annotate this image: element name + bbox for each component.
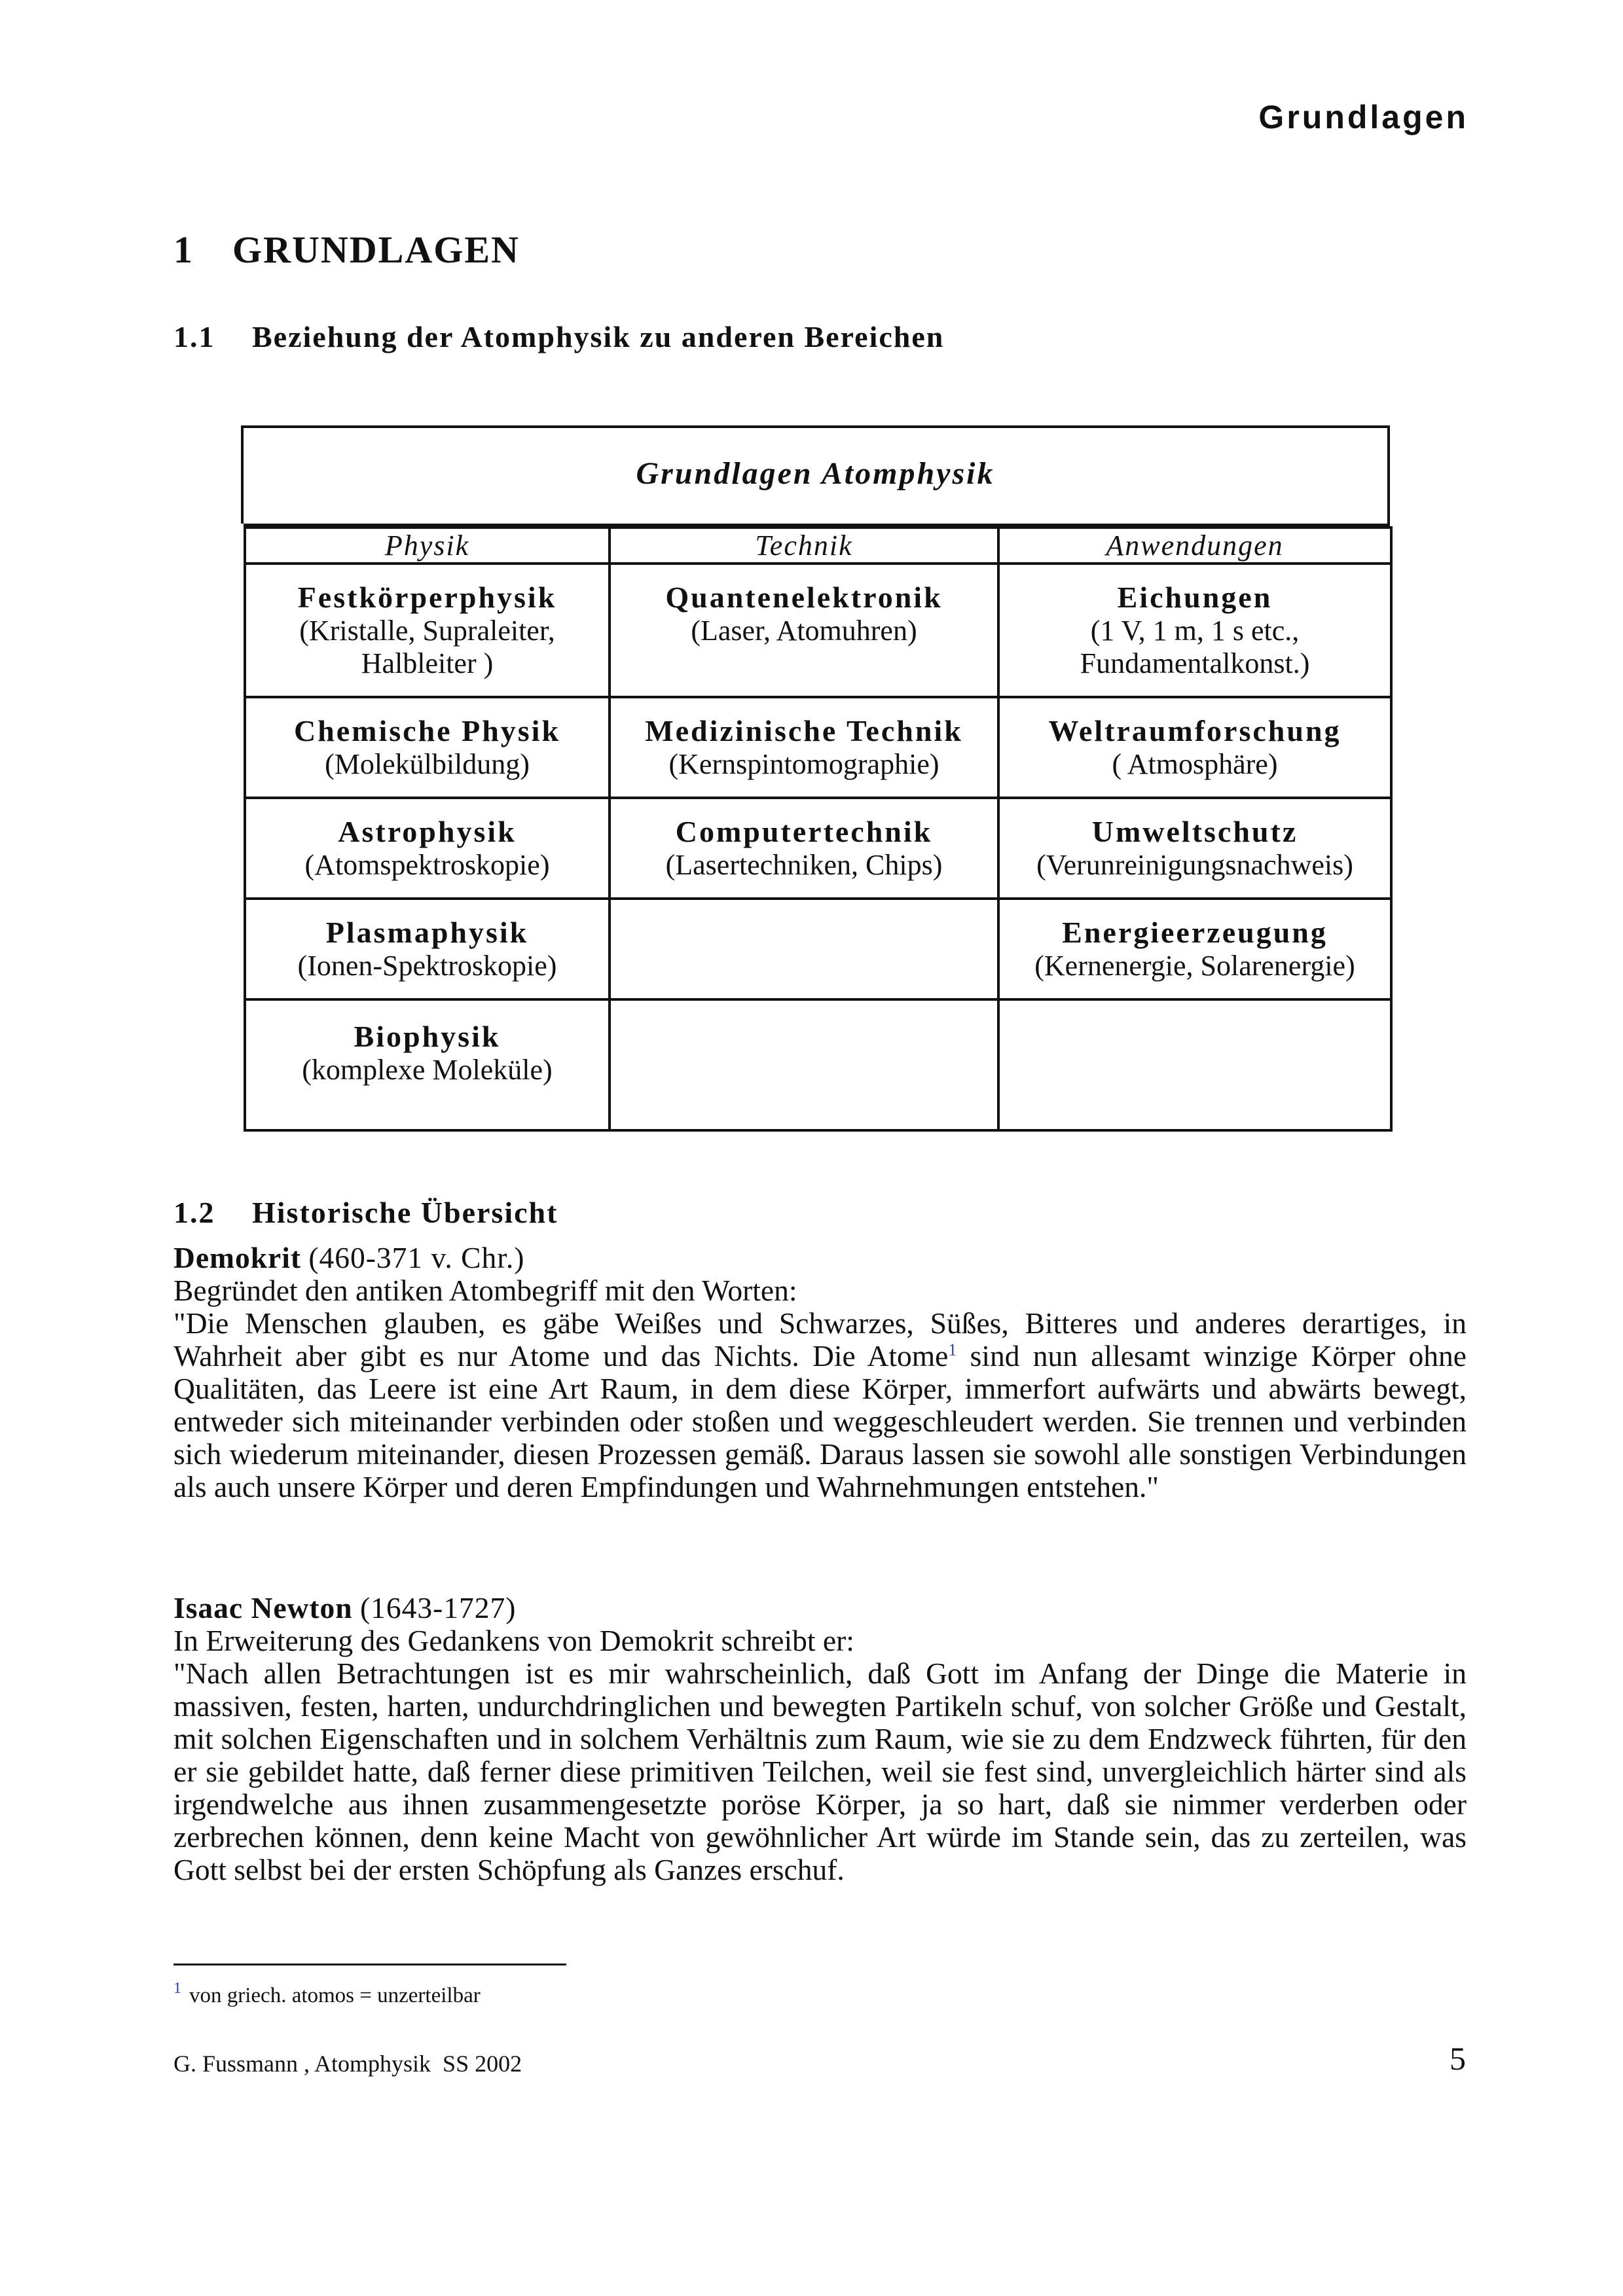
- running-head: Grundlagen: [1258, 99, 1468, 135]
- cell-subtitle: (Lasertechniken, Chips): [665, 849, 943, 881]
- diagram-cell: [610, 697, 998, 798]
- cell-title: Umweltschutz: [1091, 815, 1298, 848]
- cell-subtitle: (1 V, 1 m, 1 s etc.,: [1090, 615, 1300, 647]
- intro-text: Begründet den antiken Atombegriff mit den Worten:: [173, 1274, 797, 1307]
- section-number: 1.2: [173, 1196, 215, 1229]
- diagram-cell: [998, 564, 1391, 697]
- quote-part: sind nun allesamt winzige Körper ohne Qualitäten, das Leere ist eine Art Raum, in dem diese Körper, immerfort aufwärts und abwärts bewegt, entweder sich miteinander verbinden oder stoßen und weggeschleudert werden. Sie trennen und verbinden sich wiederum miteinander, diesen Prozessen gemäß. Daraus lassen sie sowohl alle sonstigen Verbindungen als auch unsere Körper und deren Empfindungen und Wahrnehmungen entstehen.": [173, 1339, 1467, 1503]
- intro-text: In Erweiterung des Gedankens von Demokrit schreibt er:: [173, 1624, 854, 1657]
- newton-section: [173, 1592, 1467, 1886]
- cell-subtitle: (Kristalle, Supraleiter,: [299, 615, 555, 647]
- diagram-cell: [245, 697, 610, 798]
- diagram-cell: [245, 999, 610, 1130]
- section-title: Historische Übersicht: [252, 1196, 558, 1229]
- cell-subtitle: (Kernenergie, Solarenergie): [1034, 950, 1355, 982]
- footnote-marker[interactable]: 1: [948, 1340, 957, 1359]
- column-header: Technik: [610, 528, 998, 564]
- cell-title: Medizinische Technik: [645, 714, 963, 747]
- page-number: 5: [1450, 2040, 1466, 2077]
- diagram-cell-empty: [610, 899, 998, 999]
- chapter-heading: [173, 228, 520, 272]
- person-dates: (460-371 v. Chr.): [308, 1241, 525, 1274]
- cell-subtitle: (Molekülbildung): [325, 748, 530, 780]
- diagram-row: [245, 798, 1391, 899]
- cell-subtitle: (komplexe Moleküle): [302, 1054, 553, 1086]
- person-name: Demokrit: [173, 1241, 301, 1274]
- section-heading-1-1: [173, 319, 944, 354]
- cell-title: Computertechnik: [675, 815, 933, 848]
- section-heading-1-2: [173, 1195, 558, 1230]
- chapter-title: GRUNDLAGEN: [232, 228, 520, 271]
- cell-subtitle: Fundamentalkonst.): [1080, 647, 1310, 679]
- diagram-cell: [245, 899, 610, 999]
- cell-title: Weltraumforschung: [1048, 714, 1341, 747]
- footnote: [173, 1980, 481, 2008]
- diagram-cell-empty: [610, 999, 998, 1130]
- column-header: Anwendungen: [998, 528, 1391, 564]
- footnote-text: von griech. atomos = unzerteilbar: [189, 1984, 481, 2007]
- diagram-cell: [245, 564, 610, 697]
- person-name: Isaac Newton: [173, 1591, 353, 1624]
- cell-subtitle: Halbleiter ): [361, 647, 494, 679]
- demokrit-section: [173, 1242, 1467, 1503]
- chapter-number: 1: [173, 228, 194, 271]
- cell-subtitle: (Atomspektroskopie): [304, 849, 550, 881]
- person-dates: (1643-1727): [359, 1591, 517, 1624]
- column-header-row: [245, 528, 1391, 564]
- footnote-number: 1: [173, 1980, 181, 1997]
- diagram-cell: [245, 798, 610, 899]
- diagram-title: Grundlagen Atomphysik: [636, 456, 995, 491]
- quote-text: [173, 1307, 1467, 1503]
- cell-title: Eichungen: [1117, 581, 1273, 614]
- section-number: 1.1: [173, 320, 215, 353]
- cell-subtitle: ( Atmosphäre): [1112, 748, 1278, 780]
- diagram-grid: [244, 526, 1393, 1132]
- cell-subtitle: (Ionen-Spektroskopie): [297, 950, 557, 982]
- quote-text: "Nach allen Betrachtungen ist es mir wahrscheinlich, daß Gott im Anfang der Dinge die Materie in massiven, festen, harten, undurchdringlichen und bewegten Partikeln schuf, von solcher Größe und Gestalt, mit solchen Eigenschaften und in solchem Verhältnis zum Raum, wie sie zu dem Endzweck führten, für den er sie gebildet hatte, daß ferner diese primitiven Teilchen, weil sie fest sind, unvergleichlich härter sind als irgendwelche aus ihnen zusammengesetzte poröse Körper, ja so hart, daß sie nimmer verderben oder zerbrechen können, denn keine Macht von gewöhnlicher Art würde im Stande sein, das zu zerteilen, was Gott selbst bei der ersten Schöpfung als Ganzes erschuf.: [173, 1657, 1467, 1886]
- quote-part: "Die Menschen glauben, es gäbe Weißes und Schwarzes, Süßes, Bitteres und anderes derartiges, in Wahrheit aber gibt es nur Atome und das Nichts. Die Atome: [173, 1306, 1467, 1372]
- diagram-cell: [998, 798, 1391, 899]
- cell-title: Chemische Physik: [293, 714, 561, 747]
- cell-title: Astrophysik: [338, 815, 517, 848]
- diagram-cell: [998, 899, 1391, 999]
- diagram-row: [245, 999, 1391, 1130]
- footnote-rule: [173, 1964, 566, 1965]
- footer-author: G. Fussmann , Atomphysik SS 2002: [173, 2051, 522, 2077]
- diagram-cell: [998, 697, 1391, 798]
- section-title: Beziehung der Atomphysik zu anderen Bereichen: [252, 320, 945, 353]
- cell-title: Energieerzeugung: [1062, 916, 1328, 949]
- diagram-title-box: [241, 425, 1390, 524]
- diagram-cell-empty: [998, 999, 1391, 1130]
- diagram-row: [245, 564, 1391, 697]
- cell-subtitle: (Laser, Atomuhren): [691, 615, 917, 647]
- diagram-row: [245, 697, 1391, 798]
- cell-subtitle: (Verunreinigungsnachweis): [1036, 849, 1353, 881]
- column-header: Physik: [245, 528, 610, 564]
- cell-title: Festkörperphysik: [297, 581, 557, 614]
- cell-subtitle: (Kernspintomographie): [668, 748, 939, 780]
- diagram-row: [245, 899, 1391, 999]
- cell-title: Plasmaphysik: [325, 916, 529, 949]
- cell-title: Quantenelektronik: [665, 581, 943, 614]
- diagram-cell: [610, 564, 998, 697]
- diagram-cell: [610, 798, 998, 899]
- cell-title: Biophysik: [354, 1020, 501, 1053]
